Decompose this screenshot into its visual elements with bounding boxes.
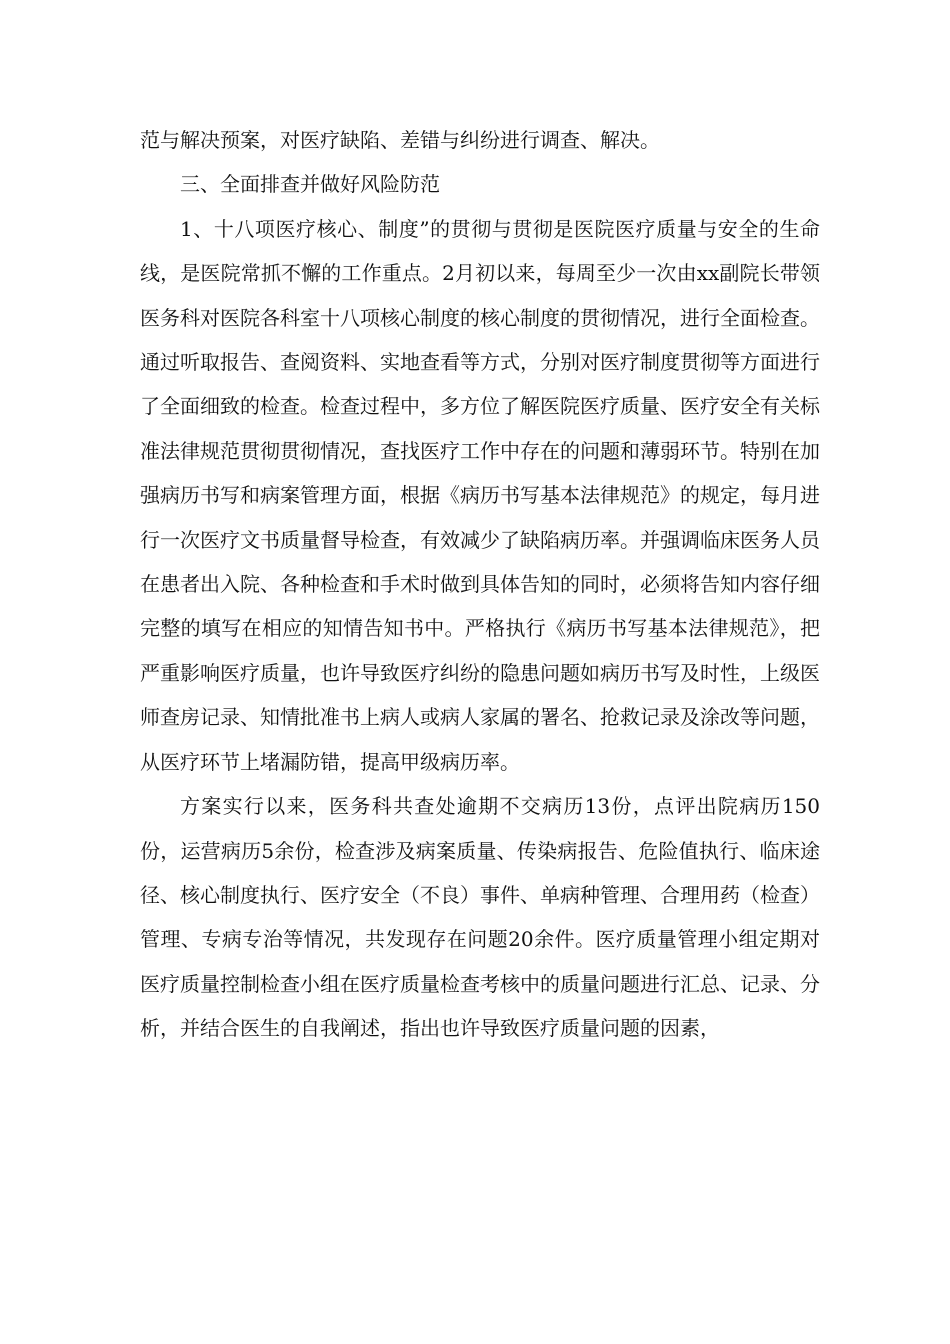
document-body [140,118,820,1051]
section-heading: 三、全面排查并做好风险防范 [180,172,440,197]
paragraph-implementation: 方案实行以来，医务科共查处逾期不交病历13份，点评出院病历150份，运营病历5余份，检查涉及病案质量、传染病报告、危险值执行、临床途径、核心制度执行、医疗安全（不良）事件、单病种管理、合理用药（检查）管理、专病专治等情况，共发现存在问题20余件。医疗质量管理小组定期对医疗质量控制检查小组在医疗质量检查考核中的质量问题进行汇总、记录、分析，并结合医生的自我阐述，指出也许导致医疗质量问题的因素， [140,794,820,1041]
paragraph-core-system: 1、十八项医疗核心、制度”的贯彻与贯彻是医院医疗质量与安全的生命线，是医院常抓不懈的工作重点。2月初以来，每周至少一次由xx副院长带领医务科对医院各科室十八项核心制度的核心制度的贯彻情况，进行全面检查。通过听取报告、查阅资料、实地查看等方式，分别对医疗制度贯彻等方面进行了全面细致的检查。检查过程中，多方位了解医院医疗质量、医疗安全有关标准法律规范贯彻贯彻情况，查找医疗工作中存在的问题和薄弱环节。特别在加强病历书写和病案管理方面，根据《病历书写基本法律规范》的规定，每月进行一次医疗文书质量督导检查，有效减少了缺陷病历率。并强调临床医务人员在患者出入院、各种检查和手术时做到具体告知的同时，必须将告知内容仔细完整的填写在相应的知情告知书中。严格执行《病历书写基本法律规范》，把严重影响医疗质量，也许导致医疗纠纷的隐患问题如病历书写及时性，上级医师查房记录、知情批准书上病人或病人家属的署名、抢救记录及涂改等问题，从医疗环节上堵漏防错，提高甲级病历率。 [140,216,820,774]
paragraph-continuation: 范与解决预案，对医疗缺陷、差错与纠纷进行调查、解决。 [140,128,660,152]
